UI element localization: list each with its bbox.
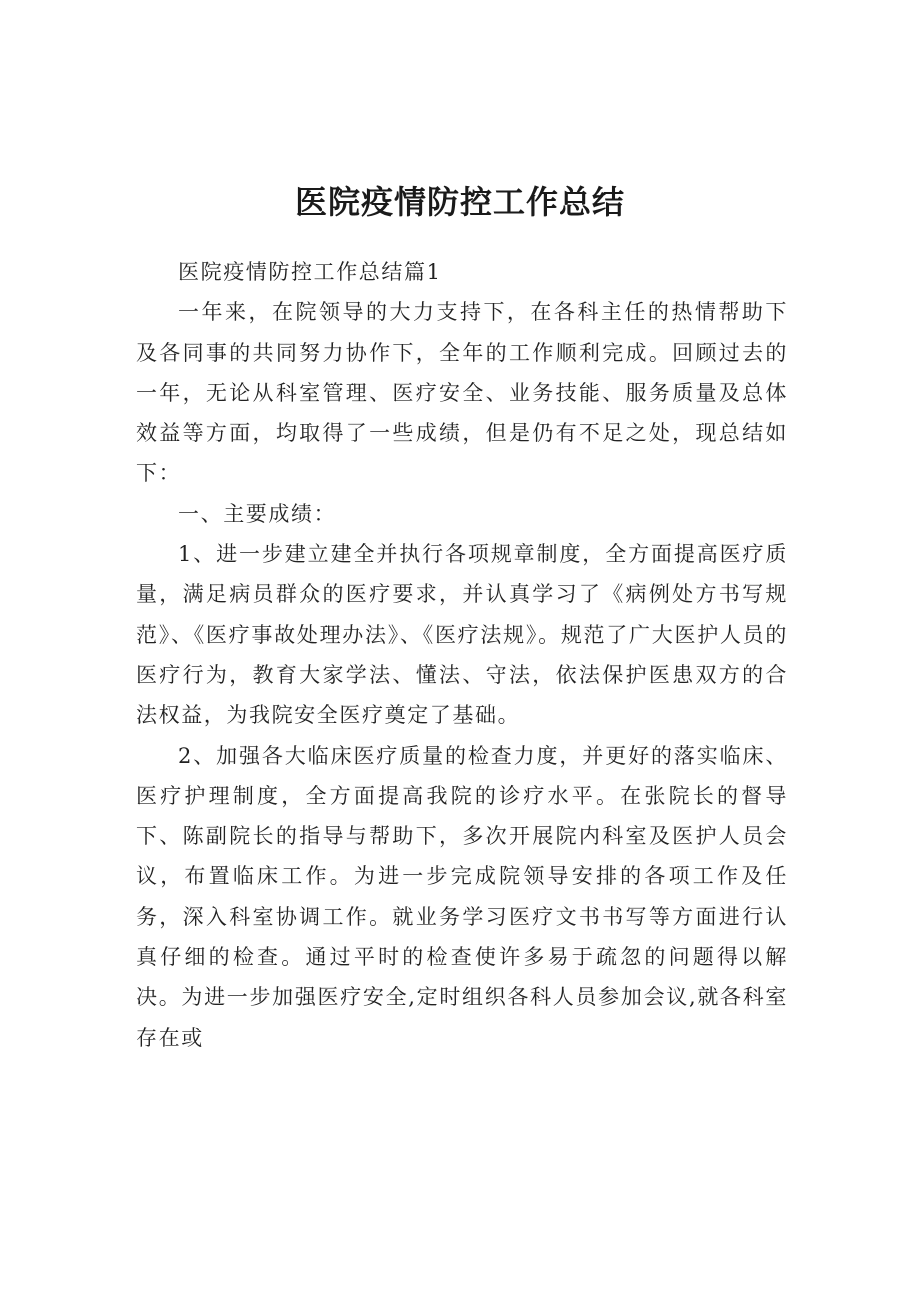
- section-heading: 医院疫情防控工作总结篇1: [178, 260, 442, 284]
- document-body: [136, 252, 788, 1058]
- document-title: 医院疫情防控工作总结: [294, 183, 625, 221]
- paragraph-intro: 一年来，在院领导的大力支持下，在各科主任的热情帮助下及各同事的共同努力协作下，全年的工作顺利完成。回顾过去的一年，无论从科室管理、医疗安全、业务技能、服务质量及总体效益等方面，均取得了一些成绩，但是仍有不足之处，现总结如下：: [136, 300, 788, 486]
- paragraph-item-1: 1、进一步建立建全并执行各项规章制度，全方面提高医疗质量，满足病员群众的医疗要求，并认真学习了《病例处方书写规范》、《医疗事故处理办法》、《医疗法规》。规范了广大医护人员的医疗行为，教育大家学法、懂法、守法，依法保护医患双方的合法权益，为我院安全医疗奠定了基础。: [136, 542, 788, 728]
- paragraph-item-2: 2、加强各大临床医疗质量的检查力度，并更好的落实临床、医疗护理制度，全方面提高我院的诊疗水平。在张院长的督导下、陈副院长的指导与帮助下，多次开展院内科室及医护人员会议，布置临床工作。为进一步完成院领导安排的各项工作及任务，深入科室协调工作。就业务学习医疗文书书写等方面进行认真仔细的检查。通过平时的检查使许多易于疏忽的问题得以解决。为进一步加强医疗安全,定时组织各科人员参加会议,就各科室存在或: [136, 743, 788, 1050]
- section-main-achievements: 一、主要成绩：: [178, 501, 337, 526]
